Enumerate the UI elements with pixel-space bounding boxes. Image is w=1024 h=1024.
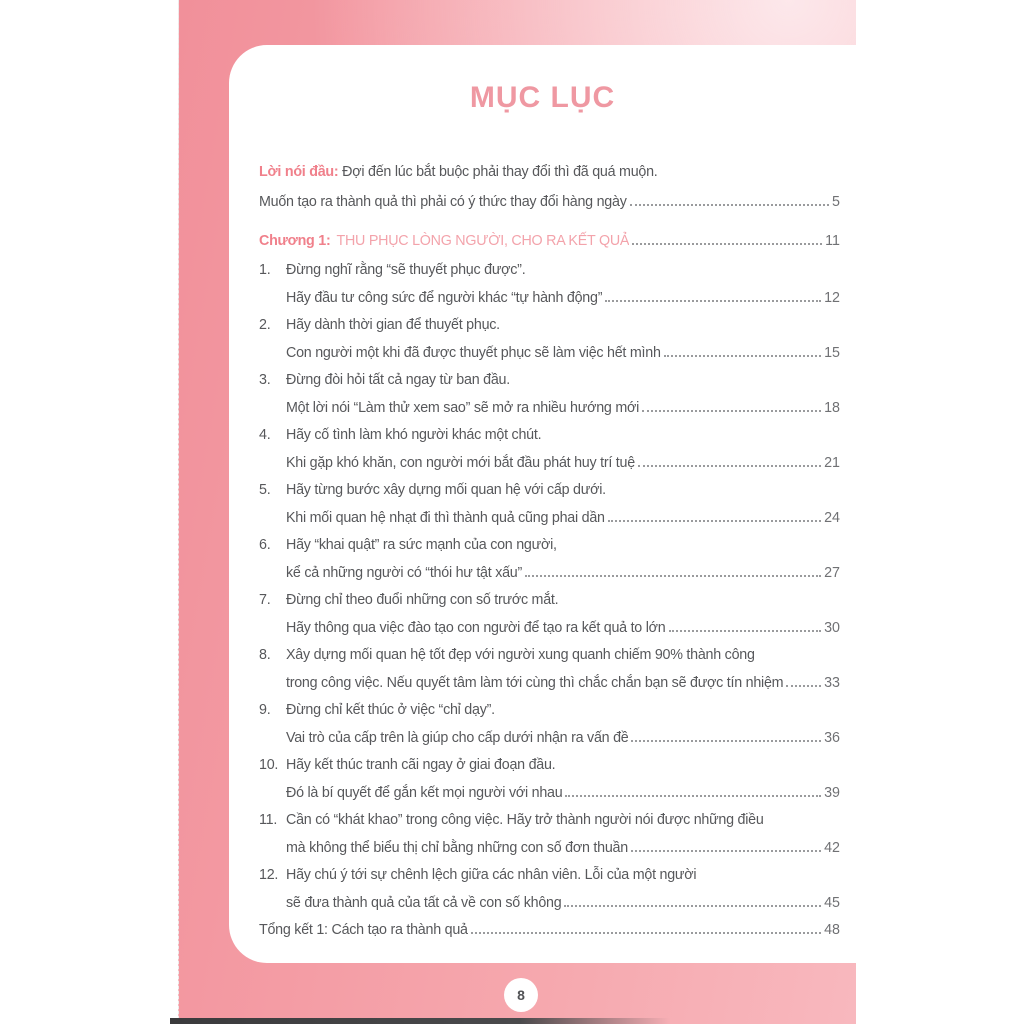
toc-item (259, 642, 840, 697)
toc-item-text: Đừng nghĩ rằng “sẽ thuyết phục được”. (286, 262, 526, 278)
toc-item-number: 10. (259, 757, 279, 773)
toc-item-number: 6. (259, 537, 271, 553)
toc-item-text-continued: Khi mối quan hệ nhạt đi thì thành quả cũng phai dần (286, 509, 605, 526)
toc-item-line-2 (259, 780, 840, 808)
toc-item-number: 9. (259, 702, 271, 718)
toc-item-text-continued: Khi gặp khó khăn, con người mới bắt đầu phát huy trí tuệ (286, 454, 635, 471)
toc-item-text-continued: Đó là bí quyết để gắn kết mọi người với nhau (286, 784, 563, 801)
toc-item-text-continued: Hãy đầu tư công sức để người khác “tự hành động” (286, 289, 603, 306)
preface-text: Đợi đến lúc bắt buộc phải thay đổi thì đã quá muộn. (342, 164, 658, 180)
summary-entry (259, 917, 840, 945)
toc-item-text: Đừng đòi hỏi tất cả ngay từ ban đầu. (286, 372, 510, 388)
preface-entry (259, 157, 840, 217)
toc-item-line-1 (259, 642, 840, 670)
toc-item-line-1 (259, 752, 840, 780)
toc-item (259, 532, 840, 587)
toc-item-line-2 (259, 670, 840, 698)
toc-item (259, 862, 840, 917)
dot-leader (525, 575, 821, 577)
toc-item-page-number: 12 (824, 289, 840, 306)
dot-leader (565, 795, 821, 797)
toc-item (259, 697, 840, 752)
page-number-badge (504, 978, 538, 1012)
dot-leader (786, 685, 821, 687)
toc-item-line-1 (259, 697, 840, 725)
preface-label: Lời nói đầu: (259, 164, 339, 180)
toc-item-number: 1. (259, 262, 271, 278)
toc-item-text: Hãy dành thời gian để thuyết phục. (286, 317, 500, 333)
preface-text-continued: Muốn tạo ra thành quả thì phải có ý thức thay đổi hàng ngày (259, 194, 627, 210)
toc-item-text: Hãy kết thúc tranh cãi ngay ở giai đoạn đầu. (286, 757, 556, 773)
toc-item-number: 8. (259, 647, 271, 663)
toc-item (259, 312, 840, 367)
toc-item-text: Xây dựng mối quan hệ tốt đẹp với người xung quanh chiếm 90% thành công (286, 647, 755, 663)
dot-leader (564, 905, 821, 907)
toc-item-text: Hãy chú ý tới sự chênh lệch giữa các nhân viên. Lỗi của một người (286, 867, 697, 883)
toc-item-text-continued: Một lời nói “Làm thử xem sao” sẽ mở ra nhiều hướng mới (286, 399, 640, 416)
toc-item-line-1 (259, 807, 840, 835)
toc-item-line-1 (259, 422, 840, 450)
toc-item-text: Hãy “khai quật” ra sức mạnh của con người, (286, 537, 557, 553)
summary-page-number: 48 (824, 922, 840, 938)
toc-item-line-2 (259, 890, 840, 918)
toc-item (259, 477, 840, 532)
dot-leader (608, 520, 821, 522)
toc-item-line-2 (259, 395, 840, 423)
toc-item-line-1 (259, 532, 840, 560)
chapter-heading (259, 227, 840, 255)
toc-item-line-1 (259, 367, 840, 395)
toc-item-text: Hãy từng bước xây dựng mối quan hệ với cấp dưới. (286, 482, 606, 498)
page-number: 8 (517, 987, 525, 1003)
toc-item-page-number: 15 (824, 344, 840, 361)
dot-leader (638, 465, 821, 467)
toc-item-text-continued: mà không thể biểu thị chỉ bằng những con số đơn thuần (286, 839, 628, 856)
toc-item-number: 5. (259, 482, 271, 498)
photo-bottom-edge (170, 1018, 670, 1024)
dot-leader (471, 932, 821, 934)
toc-item-line-2 (259, 615, 840, 643)
toc-item-page-number: 24 (824, 509, 840, 526)
toc-item-number: 2. (259, 317, 271, 333)
toc-item-page-number: 36 (824, 729, 840, 746)
toc-item (259, 367, 840, 422)
toc-item-text: Đừng chỉ kết thúc ở việc “chỉ dạy”. (286, 702, 495, 718)
toc-item-line-1 (259, 312, 840, 340)
toc-item (259, 422, 840, 477)
toc-item-page-number: 45 (824, 894, 840, 911)
toc-item-number: 12. (259, 867, 279, 883)
dot-leader (631, 850, 821, 852)
toc-item-line-2 (259, 340, 840, 368)
chapter-title: THU PHỤC LÒNG NGƯỜI, CHO RA KẾT QUẢ (336, 233, 630, 249)
toc-item-line-1 (259, 587, 840, 615)
toc-item-number: 4. (259, 427, 271, 443)
toc-item (259, 752, 840, 807)
toc-card (229, 45, 856, 963)
toc-item (259, 807, 840, 862)
toc-item-line-2 (259, 725, 840, 753)
toc-item-number: 3. (259, 372, 271, 388)
toc-item-text-continued: trong công việc. Nếu quyết tâm làm tới cùng thì chắc chắn bạn sẽ được tín nhiệm (286, 674, 784, 691)
toc-item-number: 7. (259, 592, 271, 608)
toc-item-line-1 (259, 477, 840, 505)
toc-item-text-continued: sẽ đưa thành quả của tất cả về con số không (286, 894, 562, 911)
dot-leader (630, 204, 829, 206)
dot-leader (605, 300, 821, 302)
preface-page-number: 5 (832, 194, 840, 210)
toc-item-page-number: 30 (824, 619, 840, 636)
toc-item-line-2 (259, 285, 840, 313)
toc-item-line-1 (259, 257, 840, 285)
toc-item (259, 257, 840, 312)
toc-item-text: Đừng chỉ theo đuổi những con số trước mắt. (286, 592, 559, 608)
toc-item-number: 11. (259, 812, 278, 828)
toc-item-page-number: 39 (824, 784, 840, 801)
preface-line-1 (259, 157, 840, 187)
toc-item-line-2 (259, 560, 840, 588)
toc-item-line-2 (259, 450, 840, 478)
toc-item-text-continued: Hãy thông qua việc đào tạo con người để tạo ra kết quả to lớn (286, 619, 666, 636)
toc-item-line-1 (259, 862, 840, 890)
dot-leader (664, 355, 821, 357)
toc-item-list (259, 257, 840, 917)
dot-leader (669, 630, 822, 632)
toc-content (229, 115, 856, 945)
toc-item-page-number: 21 (824, 454, 840, 471)
toc-item (259, 587, 840, 642)
toc-item-page-number: 33 (824, 674, 840, 691)
toc-item-text: Cần có “khát khao” trong công việc. Hãy trở thành người nói được những điều (286, 812, 764, 828)
toc-item-page-number: 27 (824, 564, 840, 581)
dot-leader (632, 243, 822, 245)
toc-item-page-number: 18 (824, 399, 840, 416)
book-page-photo (178, 0, 856, 1024)
toc-item-text-continued: kể cả những người có “thói hư tật xấu” (286, 564, 523, 581)
toc-item-line-2 (259, 835, 840, 863)
toc-item-text-continued: Con người một khi đã được thuyết phục sẽ làm việc hết mình (286, 344, 661, 361)
toc-item-line-2 (259, 505, 840, 533)
chapter-label: Chương 1: (259, 233, 331, 249)
dot-leader (631, 740, 821, 742)
toc-item-text: Hãy cố tình làm khó người khác một chút. (286, 427, 542, 443)
toc-item-page-number: 42 (824, 839, 840, 856)
page-title: MỤC LỤC (469, 81, 616, 114)
toc-item-text-continued: Vai trò của cấp trên là giúp cho cấp dưới nhận ra vấn đề (286, 729, 629, 746)
dot-leader (642, 410, 821, 412)
summary-label: Tổng kết 1: Cách tạo ra thành quả (259, 922, 468, 938)
chapter-page-number: 11 (825, 233, 840, 249)
preface-line-2 (259, 187, 840, 217)
